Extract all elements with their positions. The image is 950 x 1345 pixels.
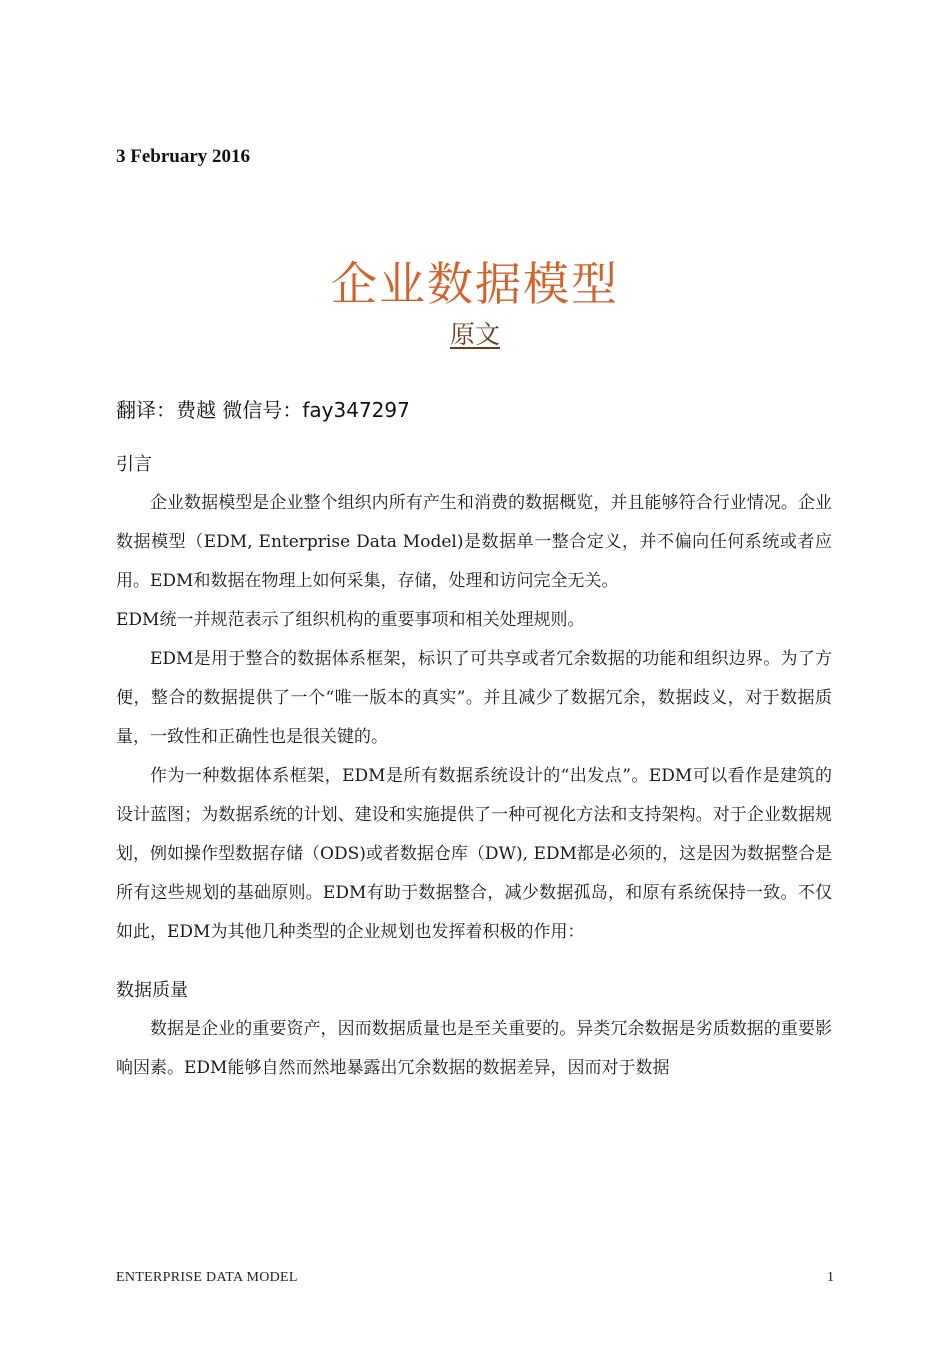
section-heading-introduction: 引言 [116,454,152,475]
paragraph: EDM统一并规范表示了组织机构的重要事项和相关处理规则。 [116,610,585,630]
original-text-link[interactable]: 原文 [449,320,500,349]
document-body [116,452,832,1088]
paragraph: 作为一种数据体系框架，EDM是所有数据系统设计的“出发点”。EDM可以看作是建筑的设计蓝图；为数据系统的计划、建设和实施提供了一种可视化方法和支持架构。对于企业数据规划，例如操作型数据存储（ODS)或者数据仓库（DW), EDM都是必须的，这是因为数据整合是所有这些规划的基础原则。EDM有助于数据整合，减少数据孤岛，和原有系统保持一致。不仅如此，EDM为其他几种类型的企业规划也发挥着积极的作用： [116,766,832,942]
paragraph: 企业数据模型是企业整个组织内所有产生和消费的数据概览，并且能够符合行业情况。企业数据模型（EDM, Enterprise Data Model)是数据单一整合定义，并不偏向任何系统或者应用。EDM和数据在物理上如何采集，存储，处理和访问完全无关。 [116,493,832,591]
running-footer-title: ENTERPRISE DATA MODEL [116,1270,298,1285]
section-spacer [116,952,832,978]
document-title: 企业数据模型 [331,257,619,311]
document-date: 3 February 2016 [116,146,251,167]
paragraph: 数据是企业的重要资产，因而数据质量也是至关重要的。异类冗余数据是劣质数据的重要影响因素。EDM能够自然而然地暴露出冗余数据的数据差异，因而对于数据 [116,1019,832,1078]
translator-credit: 翻译：费越 微信号：fay347297 [116,398,410,422]
paragraph: EDM是用于整合的数据体系框架，标识了可共享或者冗余数据的功能和组织边界。为了方便，整合的数据提供了一个“唯一版本的真实”。并且减少了数据冗余，数据歧义，对于数据质量，一致性和正确性也是很关键的。 [116,649,832,747]
page-number: 1 [827,1270,834,1285]
section-heading-data-quality: 数据质量 [116,980,188,1001]
